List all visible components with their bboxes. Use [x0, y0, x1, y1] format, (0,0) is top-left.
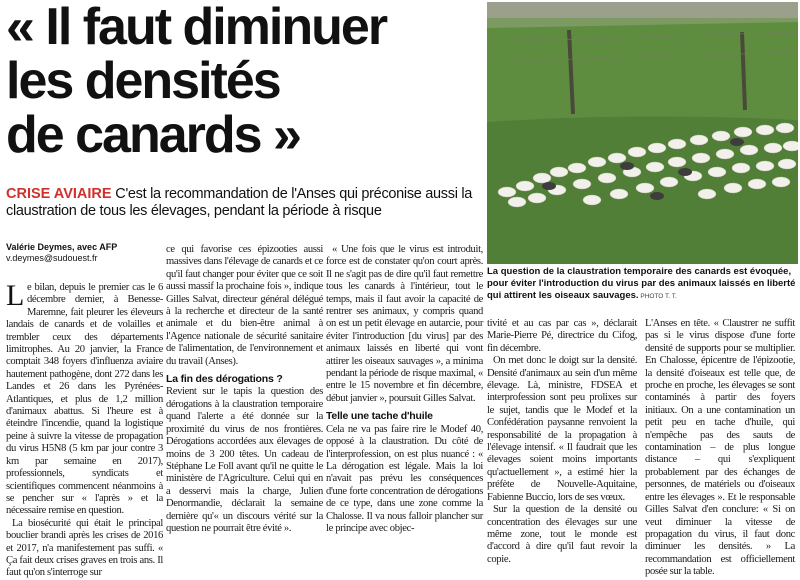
article-column-1	[6, 279, 163, 580]
headline	[6, 0, 476, 162]
kicker-label: CRISE AVIAIRE	[6, 186, 112, 202]
duck-field-illustration	[487, 2, 798, 264]
caption-text: La question de la claustration temporaire des canards est évoquée, pour éviter l'introduction du virus par des animaux laissés en liberté qui attirent les oiseaux sauvages.	[487, 266, 796, 301]
subheading: Telle une tache d'huile	[326, 410, 433, 423]
paragraph: « Une fois que le virus est introduit, force est de constater qu'on court après. Il ne s'agit pas de dire qu'il faut remettre tous les canards à l'intérieur, tout le temps, mais il faut avoir la capacité de rentrer ses animaux, y compris quand on est un petit élevage en autarcie, pour éviter l'introduction [du virus] par des animaux laissés en liberté qui vont attirer les oiseaux sauvages », a minima pendant la période de risque maximal, « entre le 15 novembre et fin décembre, début janvier », poursuit Gilles Salvat.	[326, 244, 483, 404]
byline-author: Valérie Deymes, avec AFP	[6, 242, 118, 252]
photo-caption	[487, 266, 798, 303]
paragraph: La biosécurité qui était le principal bouclier brandi après les crises de 2016 et 2017, n'a manifestement pas suffi. « Ça fait deux crises graves en trois ans. Il faut qu'on s'interroge sur	[6, 517, 163, 579]
paragraph: Revient sur le tapis la question des dérogations à la claustration temporaire quand l'alerte a été donnée sur la proximité du virus de nos frontières. Dérogations accordées aux élevages de moins de 3 200 têtes. Un cadeau de Stéphane Le Foll avant qu'il ne quitte le ministère de l'Agriculture. Celui qui en a desservi mais la charge, Julien Denormandie, déclarait la semaine dernière qu'« un discours vérité sur la question ne pourrait être évité ».	[166, 386, 323, 534]
article-column-4	[487, 318, 637, 566]
article-column-2	[166, 244, 323, 535]
paragraph: Cela ne va pas faire rire le Modef 40, opposé à la claustration. Du côté de l'interprofession, on est plus nuancé : « La dérogation est légale. Mais la loi n'avait pas prévu les conséquences d'une forte concentration de dérogations de ce type, dans une zone comme la Chalosse. Il va nous falloir plancher sur le principe avec objec-	[326, 423, 483, 534]
headline-line-3: de canards »	[6, 106, 300, 164]
standfirst-text: C'est la recommandation de l'Anses qui préconise aussi la claustration de tous les élevages, pendant la période à risque	[6, 186, 473, 219]
photo-ducks-in-field	[487, 2, 798, 264]
paragraph: L'Anses en tête. « Claustrer ne suffit pas si le virus dispose d'une forte densité de supports pour se multiplier. En Chalosse, épicentre de l'épizootie, la densité d'oiseaux est telle que, de proche en proche, les élevages se sont contaminés à partir des foyers initiaux. On a une contamination un petit peu en tache d'huile, qui n'empêche pas des sauts de contamination – de plus longue distance – qui s'expliquent probablement par des échanges de personnes, de matériels ou d'oiseaux entre les élevages ». Et le responsable Gilles Salvat d'en conclure: « Si on veut diminuer la vitesse de propagation du virus, il faut donc diminuer les densités. » La recommandation est officiellement posée sur la table.	[645, 318, 795, 578]
paragraph: Sur la question de la densité ou concentration des élevages sur une même zone, tout le monde est d'accord à dire qu'il faut revoir la copie.	[487, 504, 637, 565]
article-column-5	[645, 318, 795, 579]
paragraph: tivité et au cas par cas », déclarait Marie-Pierre Pé, directrice du Cifog, fin décembre.	[487, 318, 637, 354]
paragraph	[6, 279, 163, 518]
article-column-3	[326, 244, 483, 535]
paragraph: ce qui favorise ces épizooties aussi massives dans l'élevage de canards et ce qu'il faut changer pour éviter que ce soit aussi massif la prochaine fois », indique Gilles Salvat, directeur général délégué à la recherche et directeur de la santé animale et du bien-être animal à l'Agence nationale de sécurité sanitaire de l'alimentation, de l'environnement et du travail (Anses).	[166, 244, 323, 367]
headline-line-2: les densités	[6, 52, 280, 110]
standfirst	[6, 186, 478, 220]
subheading: La fin des dérogations ?	[166, 373, 283, 386]
paragraph: On met donc le doigt sur la densité. Densité d'animaux au sein d'un même élevage. Là, ministre, FDSEA et interprofession sont peu prolixes sur le sujet, tandis que le Modef et la Confédération paysanne renvoient la responsabilité de la propagation à l'élevage intensif. « Il faudrait que les élevages soient moins importants qu'actuellement », a estimé hier la préfète de Nouvelle-Aquitaine, Fabienne Buccio, lors de ses vœux.	[487, 355, 637, 503]
headline-line-1: « Il faut diminuer	[6, 0, 387, 56]
paragraph-text: e bilan, depuis le premier cas le 6 décembre dernier, à Benesse-Maremne, fait pleurer les éleveurs landais de canards et de volailles et trembler ceux des départements limitrophes. Au 20 janvier, la France comptait 348 foyers d'influenza aviaire hautement pathogène, dont 272 dans les Landes et 26 dans les Pyrénées-Atlantiques, et plus de 1,2 million d'animaux abattus. Si l'heure est à éteindre l'incendie, quand la logistique peine à suivre la vitesse de propagation du virus H5N8 (5 km par jour contre 3 km par semaine en 2017), professionnels, syndicats et scientifiques commencent néanmoins à se pencher sur « l'après » et la nécessaire remise en question.	[6, 282, 163, 517]
byline-email[interactable]: v.deymes@sudouest.fr	[6, 253, 98, 263]
byline	[6, 242, 166, 264]
drop-cap: L	[6, 279, 24, 312]
photo-credit: PHOTO T. T.	[638, 293, 677, 300]
